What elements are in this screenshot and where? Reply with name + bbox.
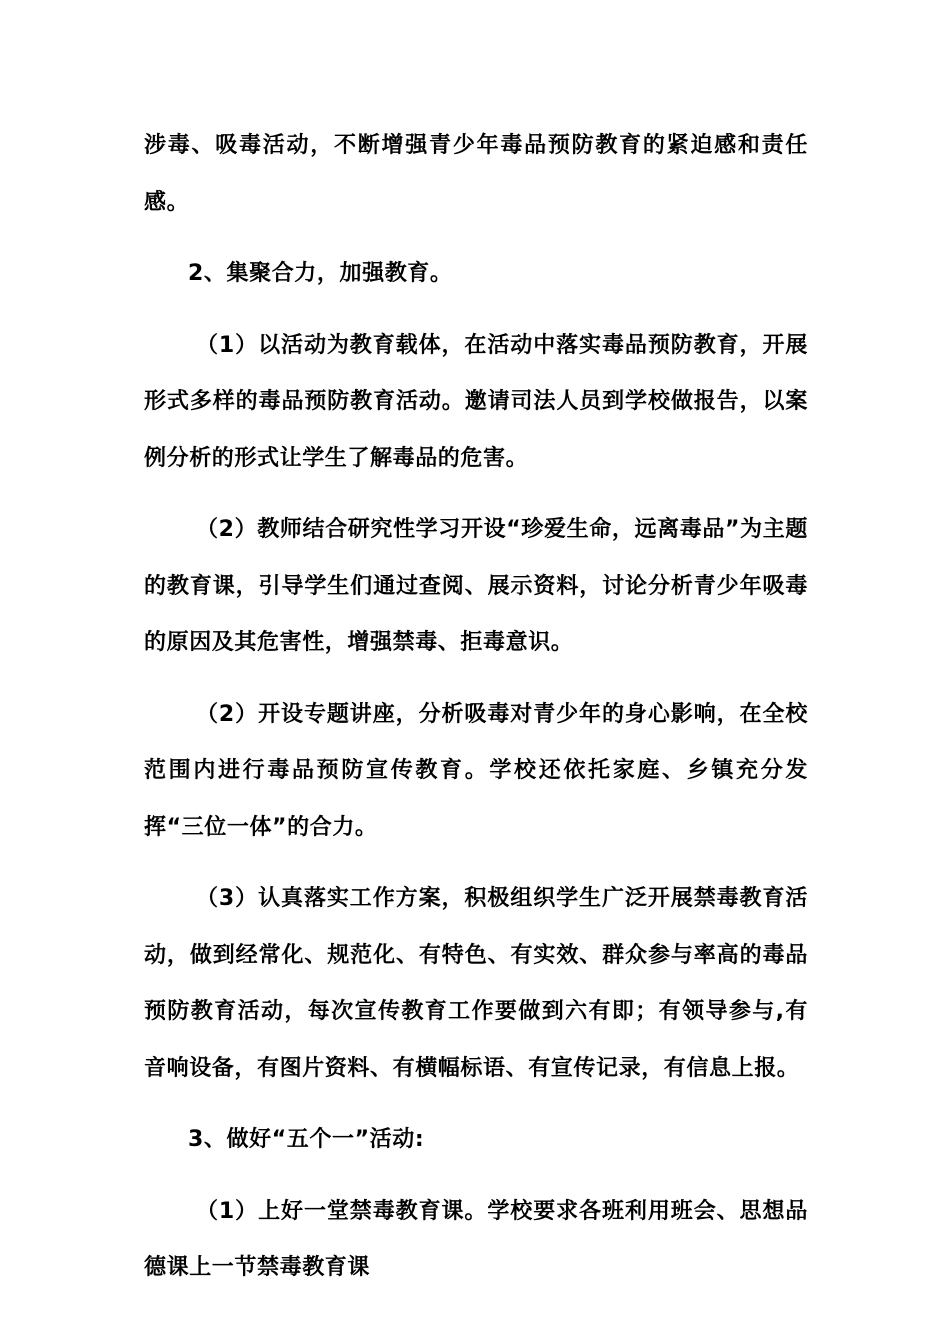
item-paragraph-3: （3）认真落实工作方案，积极组织学生广泛开展禁毒教育活动，做到经常化、规范化、有特色、有实效、群众参与率高的毒品预防教育活动，每次宣传教育工作要做到六有即；有领导参与,有音响设备，有图片资料、有横幅标语、有宣传记录，有信息上报。 xyxy=(144,886,808,1081)
item-paragraph-2b: （2）开设专题讲座，分析吸毒对青少年的身心影响，在全校范围内进行毒品预防宣传教育。学校还依托家庭、乡镇充分发挥“三位一体”的合力。 xyxy=(144,701,808,840)
document-page xyxy=(144,118,808,1297)
item-paragraph-1: （1）以活动为教育载体，在活动中落实毒品预防教育，开展形式多样的毒品预防教育活动。邀请司法人员到学校做报告，以案例分析的形式让学生了解毒品的危害。 xyxy=(144,332,808,471)
section-heading-3: 3、做好“五个一”活动: xyxy=(188,1127,425,1152)
item-paragraph-2a: （2）教师结合研究性学习开设“珍爱生命，远离毒品”为主题的教育课，引导学生们通过查阅、展示资料，讨论分析青少年吸毒的原因及其危害性，增强禁毒、拒毒意识。 xyxy=(144,517,808,655)
body-paragraph-continuation: 涉毒、吸毒活动，不断增强青少年毒品预防教育的紧迫感和责任感。 xyxy=(144,133,808,215)
section-heading-2: 2、集聚合力，加强教育。 xyxy=(188,261,453,286)
item-paragraph-4: （1）上好一堂禁毒教育课。学校要求各班利用班会、思想品德课上一节禁毒教育课 xyxy=(144,1198,808,1280)
